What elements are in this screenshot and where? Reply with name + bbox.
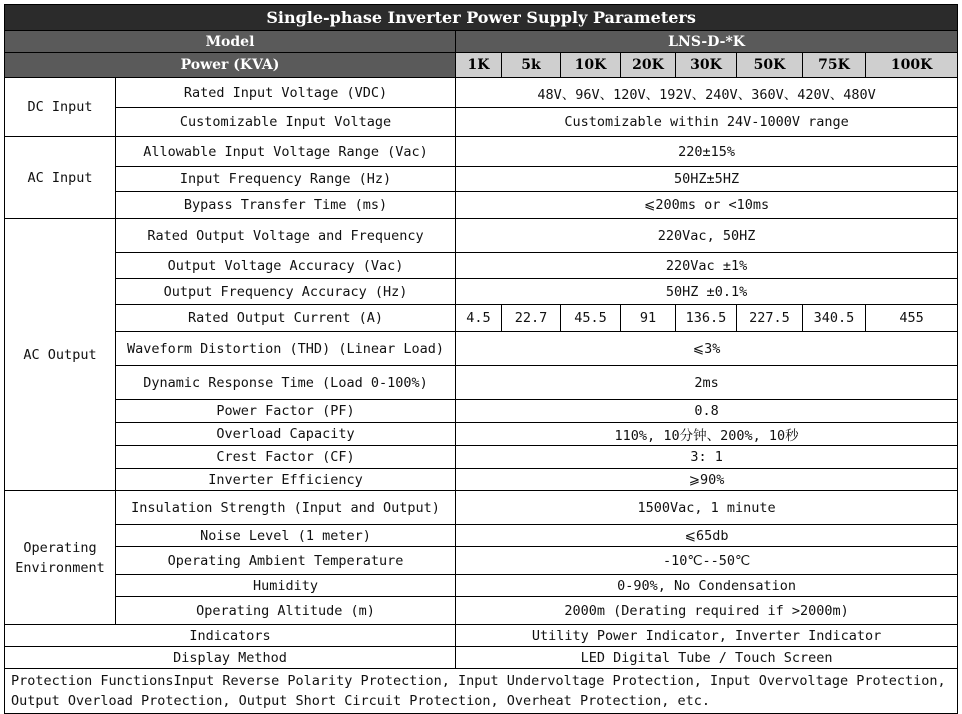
param-label: Rated Input Voltage (VDC): [116, 78, 456, 108]
param-value: -10℃--50℃: [456, 547, 958, 575]
indicators-value: Utility Power Indicator, Inverter Indicator: [456, 625, 958, 647]
param-value: 220±15%: [456, 137, 958, 167]
current-value: 22.7: [502, 305, 561, 332]
param-value: ⩽65db: [456, 525, 958, 547]
model-label: Model: [5, 31, 456, 53]
current-value: 45.5: [561, 305, 621, 332]
param-value: ⩾90%: [456, 469, 958, 491]
power-20k: 20K: [621, 53, 676, 78]
current-value: 136.5: [676, 305, 737, 332]
param-value: 220Vac, 50HZ: [456, 219, 958, 253]
protection-functions: Protection FunctionsInput Reverse Polarity Protection, Input Undervoltage Protection, Input Overvoltage Protection, Output Overload Protection, Output Short Circuit Protection, Overheat Protection, etc.: [5, 669, 958, 714]
param-value: 0-90%, No Condensation: [456, 575, 958, 597]
param-value: 0.8: [456, 400, 958, 423]
param-label: Power Factor (PF): [116, 400, 456, 423]
display-method-value: LED Digital Tube / Touch Screen: [456, 647, 958, 669]
param-label: Operating Ambient Temperature: [116, 547, 456, 575]
param-value: 3: 1: [456, 446, 958, 469]
group-dc-input: DC Input: [5, 78, 116, 137]
param-label: Humidity: [116, 575, 456, 597]
power-50k: 50K: [737, 53, 803, 78]
param-label: Bypass Transfer Time (ms): [116, 192, 456, 219]
param-value: ⩽200ms or <10ms: [456, 192, 958, 219]
param-label: Waveform Distortion (THD) (Linear Load): [116, 332, 456, 366]
param-value: 48V、96V、120V、192V、240V、360V、420V、480V: [456, 78, 958, 108]
param-label: Noise Level (1 meter): [116, 525, 456, 547]
param-value: 110%, 10分钟、200%, 10秒: [456, 423, 958, 446]
group-ac-input: AC Input: [5, 137, 116, 219]
spec-table: [4, 4, 958, 714]
param-label: Input Frequency Range (Hz): [116, 167, 456, 192]
current-value: 455: [866, 305, 958, 332]
power-label: Power (KVA): [5, 53, 456, 78]
param-label: Insulation Strength (Input and Output): [116, 491, 456, 525]
param-label: Allowable Input Voltage Range (Vac): [116, 137, 456, 167]
current-value: 91: [621, 305, 676, 332]
param-label: Overload Capacity: [116, 423, 456, 446]
param-label: Operating Altitude (m): [116, 597, 456, 625]
param-label: Rated Output Voltage and Frequency: [116, 219, 456, 253]
current-value: 4.5: [456, 305, 502, 332]
param-label: Crest Factor (CF): [116, 446, 456, 469]
current-value: 227.5: [737, 305, 803, 332]
power-100k: 100K: [866, 53, 958, 78]
param-label: Dynamic Response Time (Load 0-100%): [116, 366, 456, 400]
param-label: Output Frequency Accuracy (Hz): [116, 279, 456, 305]
current-value: 340.5: [803, 305, 866, 332]
param-value: 2ms: [456, 366, 958, 400]
param-label: Inverter Efficiency: [116, 469, 456, 491]
param-label: Output Voltage Accuracy (Vac): [116, 253, 456, 279]
power-30k: 30K: [676, 53, 737, 78]
param-value: 1500Vac, 1 minute: [456, 491, 958, 525]
param-label: Rated Output Current (A): [116, 305, 456, 332]
param-value: ⩽3%: [456, 332, 958, 366]
model-value: LNS-D-*K: [456, 31, 958, 53]
param-value: Customizable within 24V-1000V range: [456, 108, 958, 137]
indicators-label: Indicators: [5, 625, 456, 647]
group-ac-output: AC Output: [5, 219, 116, 491]
table-title: Single-phase Inverter Power Supply Parameters: [5, 5, 958, 31]
display-method-label: Display Method: [5, 647, 456, 669]
param-value: 50HZ±5HZ: [456, 167, 958, 192]
param-value: 220Vac ±1%: [456, 253, 958, 279]
power-5k: 5k: [502, 53, 561, 78]
param-label: Customizable Input Voltage: [116, 108, 456, 137]
power-75k: 75K: [803, 53, 866, 78]
param-value: 50HZ ±0.1%: [456, 279, 958, 305]
group-operating-environment: Operating Environment: [5, 491, 116, 625]
power-1k: 1K: [456, 53, 502, 78]
param-value: 2000m (Derating required if >2000m): [456, 597, 958, 625]
power-10k: 10K: [561, 53, 621, 78]
